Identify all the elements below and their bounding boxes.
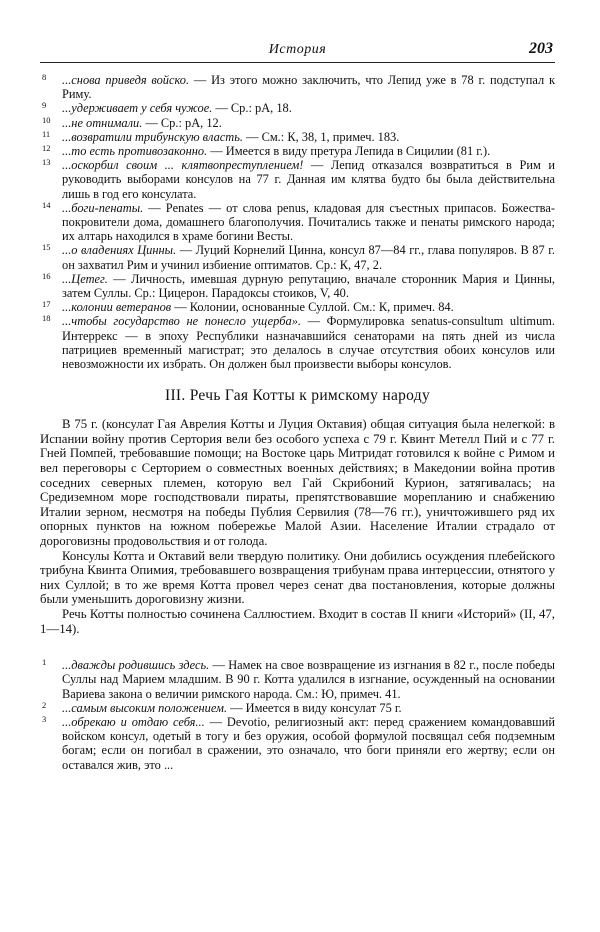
- footnote-text: — Имеется в виду консулат 75 г.: [227, 700, 402, 715]
- intro-text: [40, 417, 555, 636]
- footnote-quote: ...не отнимали.: [62, 115, 143, 130]
- footnote: [40, 715, 555, 772]
- footnote-number: 17: [42, 299, 51, 310]
- footnote-quote: ...самым высоким положением.: [62, 700, 228, 715]
- notes-bottom: [40, 658, 555, 772]
- footnote-text: — Devotio, религиозный акт: перед сражением командовавший войском консул, одетый в тогу и без оружия, особой формулой посвящал себя подземным богам; если он погибал в сражении, это означало, что боги приняли его жертву; если он оставался жив, это ...: [62, 714, 555, 772]
- footnote-quote: ...колонии ветеранов: [62, 300, 172, 315]
- footnote: [40, 144, 555, 158]
- footnote-quote: ...дважды родившись здесь.: [62, 658, 210, 673]
- page: [40, 40, 555, 772]
- footnote: [40, 658, 555, 701]
- footnote: [40, 130, 555, 144]
- footnote-quote: ...то есть противозаконно.: [62, 144, 208, 159]
- footnote-text: — Ср.: рА, 18.: [212, 101, 292, 116]
- footnote-text: — Лепид отказался возвратиться в Рим и руководить выборами консулов на 77 г. Данная им клятва будто бы была действительна лишь в год его консулата.: [62, 158, 555, 201]
- footnote: [40, 314, 555, 371]
- footnote-quote: ...Цетег.: [62, 271, 108, 286]
- paragraph: Речь Котты полностью сочинена Саллюстием. Входит в состав II книги «Историй» (II, 47, 1—14).: [40, 606, 555, 636]
- footnote: [40, 158, 555, 201]
- footnote-text: — Ср.: рА, 12.: [142, 115, 222, 130]
- footnote: [40, 243, 555, 271]
- footnote-number: 13: [42, 157, 51, 168]
- footnote-quote: ...боги-пенаты.: [62, 200, 144, 215]
- footnote-number: 9: [42, 100, 47, 111]
- footnote-number: 18: [42, 313, 51, 324]
- footnote-text: — Из этого можно заключить, что Лепид уже в 78 г. подступал к Риму.: [62, 73, 555, 102]
- footnote-text: — Личность, имевшая дурную репутацию, вначале сторонник Мария и Цинны, затем Суллы. Ср.: Цицерон. Парадоксы стоиков, V, 40.: [62, 271, 555, 301]
- footnote-number: 2: [42, 699, 47, 710]
- footnote-text: — Колонии, основанные Суллой. См.: К, примеч. 84.: [171, 300, 454, 315]
- footnote: [40, 701, 555, 715]
- footnote-text: — Имеется в виду претура Лепида в Сицилии (81 г.).: [207, 144, 491, 159]
- footnote-text: — Намек на свое возвращение из изгнания в 82 г., после победы Суллы над Марием младшим. В 90 г. Котта удалился в изгнание, осужденный на основании Вариева закона о величии римского народа. См.: Ю, примеч. 41.: [62, 658, 555, 701]
- footnote-number: 16: [42, 270, 51, 281]
- page-number: 203: [529, 40, 553, 57]
- footnote-number: 1: [42, 657, 47, 668]
- footnote-quote: ...оскорбил своим ... клятвопреступлением!: [62, 158, 304, 173]
- paragraph: Консулы Котта и Октавий вели твердую политику. Они добились осуждения плебейского трибуна Квинта Опимия, требовавшего возвращения трибунам права интерцессии, отнятого у них Суллой; в то же время Котта провел через сенат два постановления, которые должны были уменьшить дороговизну жизни.: [40, 548, 555, 607]
- footnote: [40, 101, 555, 115]
- running-head: [40, 40, 555, 63]
- footnote-text: — Формулировка senatus-consultum ultimum. Интеррекс — в эпоху Республики назначавшийся сенаторами на пять дней из числа патрициев временный магистрат; это делалось в случае отсутствия обоих консулов или невозможности их избрать. Он должен был произвести выборы консулов.: [62, 314, 555, 372]
- footnote-quote: ...снова приведя войско.: [62, 73, 190, 87]
- footnote-quote: ...удерживает у себя чужое.: [62, 101, 213, 116]
- footnote-text: — Луций Корнелий Цинна, консул 87—84 гг., глава популяров. В 87 г. он захватил Рим и учинил избиение оптиматов. Ср.: К, 47, 2.: [62, 243, 555, 272]
- footnote-quote: ...возвратили трибунскую власть.: [62, 129, 243, 144]
- footnote: [40, 272, 555, 300]
- notes-top: [40, 73, 555, 371]
- footnote-text: — Penates — от слова penus, кладовая для съестных припасов. Божества-покровители дома, домашнего благополучия. Почитались также и пенаты римского народа; их алтарь находился в храме богини Весты.: [62, 200, 555, 244]
- footnote-quote: ...о владениях Цинны.: [62, 243, 177, 258]
- footnote: [40, 201, 555, 244]
- footnote: [40, 73, 555, 101]
- running-head-title: История: [268, 42, 327, 57]
- footnote-number: 12: [42, 143, 51, 154]
- section-title: III. Речь Гая Котты к римскому народу: [164, 387, 431, 405]
- footnote-number: 8: [42, 72, 47, 82]
- footnote-number: 10: [42, 114, 51, 125]
- footnote-number: 3: [42, 713, 47, 724]
- footnote-number: 14: [42, 199, 51, 210]
- footnote-quote: ...обрекаю и отдаю себя...: [62, 714, 205, 729]
- footnote-number: 15: [42, 242, 51, 253]
- footnote-number: 11: [42, 128, 51, 139]
- paragraph: В 75 г. (консулат Гая Аврелия Котты и Луция Октавия) общая ситуация была нелегкой: в Испании войну против Сертория вели без особого успеха с 79 г. Квинт Метелл Пий и с 77 г. Гней Помпей, требовавшие помощи; на Востоке царь Митридат готовился к войне с Римом и вел переговоры с Серторием о совместных военных действиях; в Македонии война против соседних северных племен, которую вел Гай Скрибоний Курион, затягивалась; на Средиземном море господствовали пираты, препятствовавшие морепланию и снабжению Италии зерном, несмотря на победы Публия Сервилия (78—76 гг.), уничтожившего ряд их опорных пунктов на южном побережье Малой Азии. Население Италии страдало от дороговизны продовольствия и от голода.: [40, 417, 555, 549]
- footnote-quote: ...чтобы государство не понесло ущерба».: [62, 314, 301, 329]
- footnote: [40, 116, 555, 130]
- footnote-text: — См.: К, 38, 1, примеч. 183.: [242, 129, 400, 144]
- footnote: [40, 300, 555, 314]
